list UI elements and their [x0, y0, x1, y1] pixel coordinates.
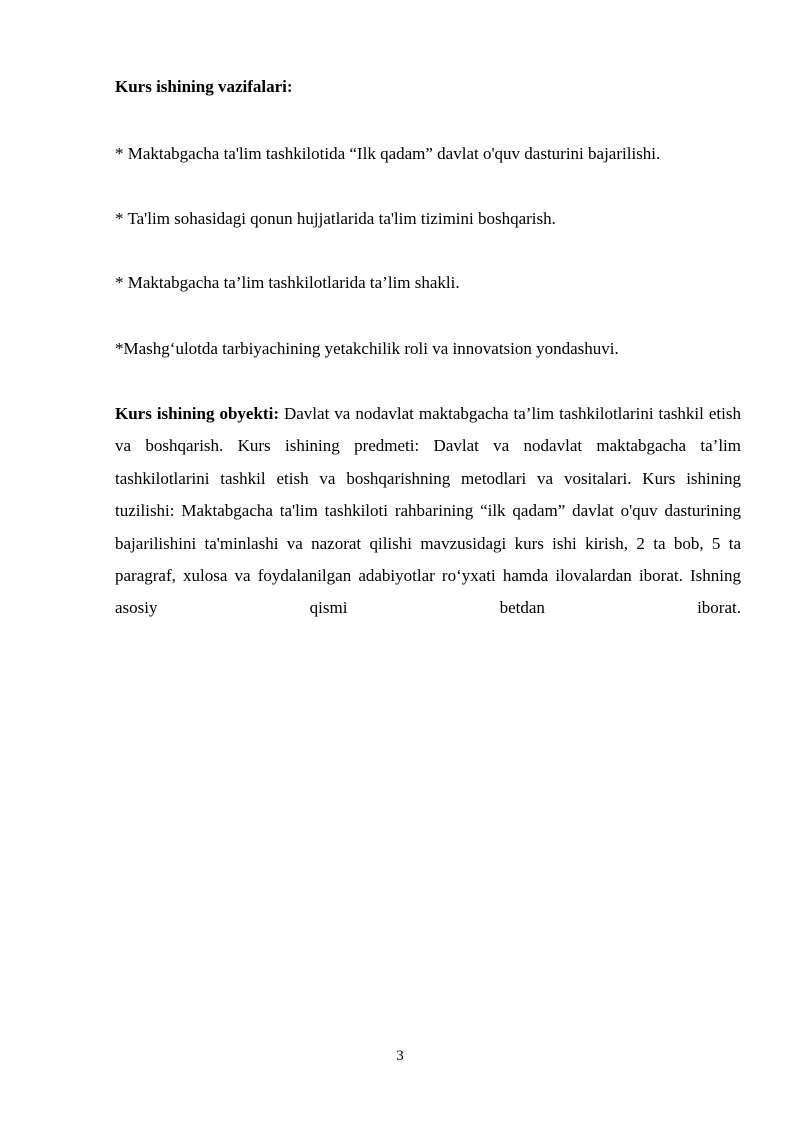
task-item-4: *Mashg‘ulotda tarbiyachining yetakchilik roli va innovatsion yondashuvi. — [115, 339, 619, 358]
page-number: 3 — [396, 1048, 404, 1064]
paragraph-body: Davlat va nodavlat maktabgacha ta’lim tashkilotlarini tashkil etish va boshqarish. Kurs ishining predmeti: Davlat va nodavlat maktabgacha ta’lim tashkilotlarini tashkil etish va boshqarishning metodlari va vositalari. Kurs ishining tuzilishi: Maktabgacha ta'lim tashkiloti rahbarining “ilk qadam” davlat o'quv dasturining bajarilishini ta'minlashi va nazorat qilishi mavzusidagi kurs ishi kirish, 2 ta bob, 5 ta paragraf, xulosa va foydalanilgan adabiyotlar ro‘yxati hamda ilovalardan iborat. Ishning asosiy qismi betdan iborat. — [115, 404, 741, 618]
body-paragraph — [115, 398, 741, 625]
paragraph-lead: Kurs ishining obyekti: — [115, 404, 279, 423]
task-item-1: * Maktabgacha ta'lim tashkilotida “Ilk qadam” davlat o'quv dasturini bajarilishi. — [115, 144, 661, 163]
task-item-2: * Ta'lim sohasidagi qonun hujjatlarida ta'lim tizimini boshqarish. — [115, 209, 556, 228]
section-heading: Kurs ishining vazifalari: — [115, 77, 293, 96]
task-item-3: * Maktabgacha ta’lim tashkilotlarida ta’lim shakli. — [115, 273, 460, 292]
